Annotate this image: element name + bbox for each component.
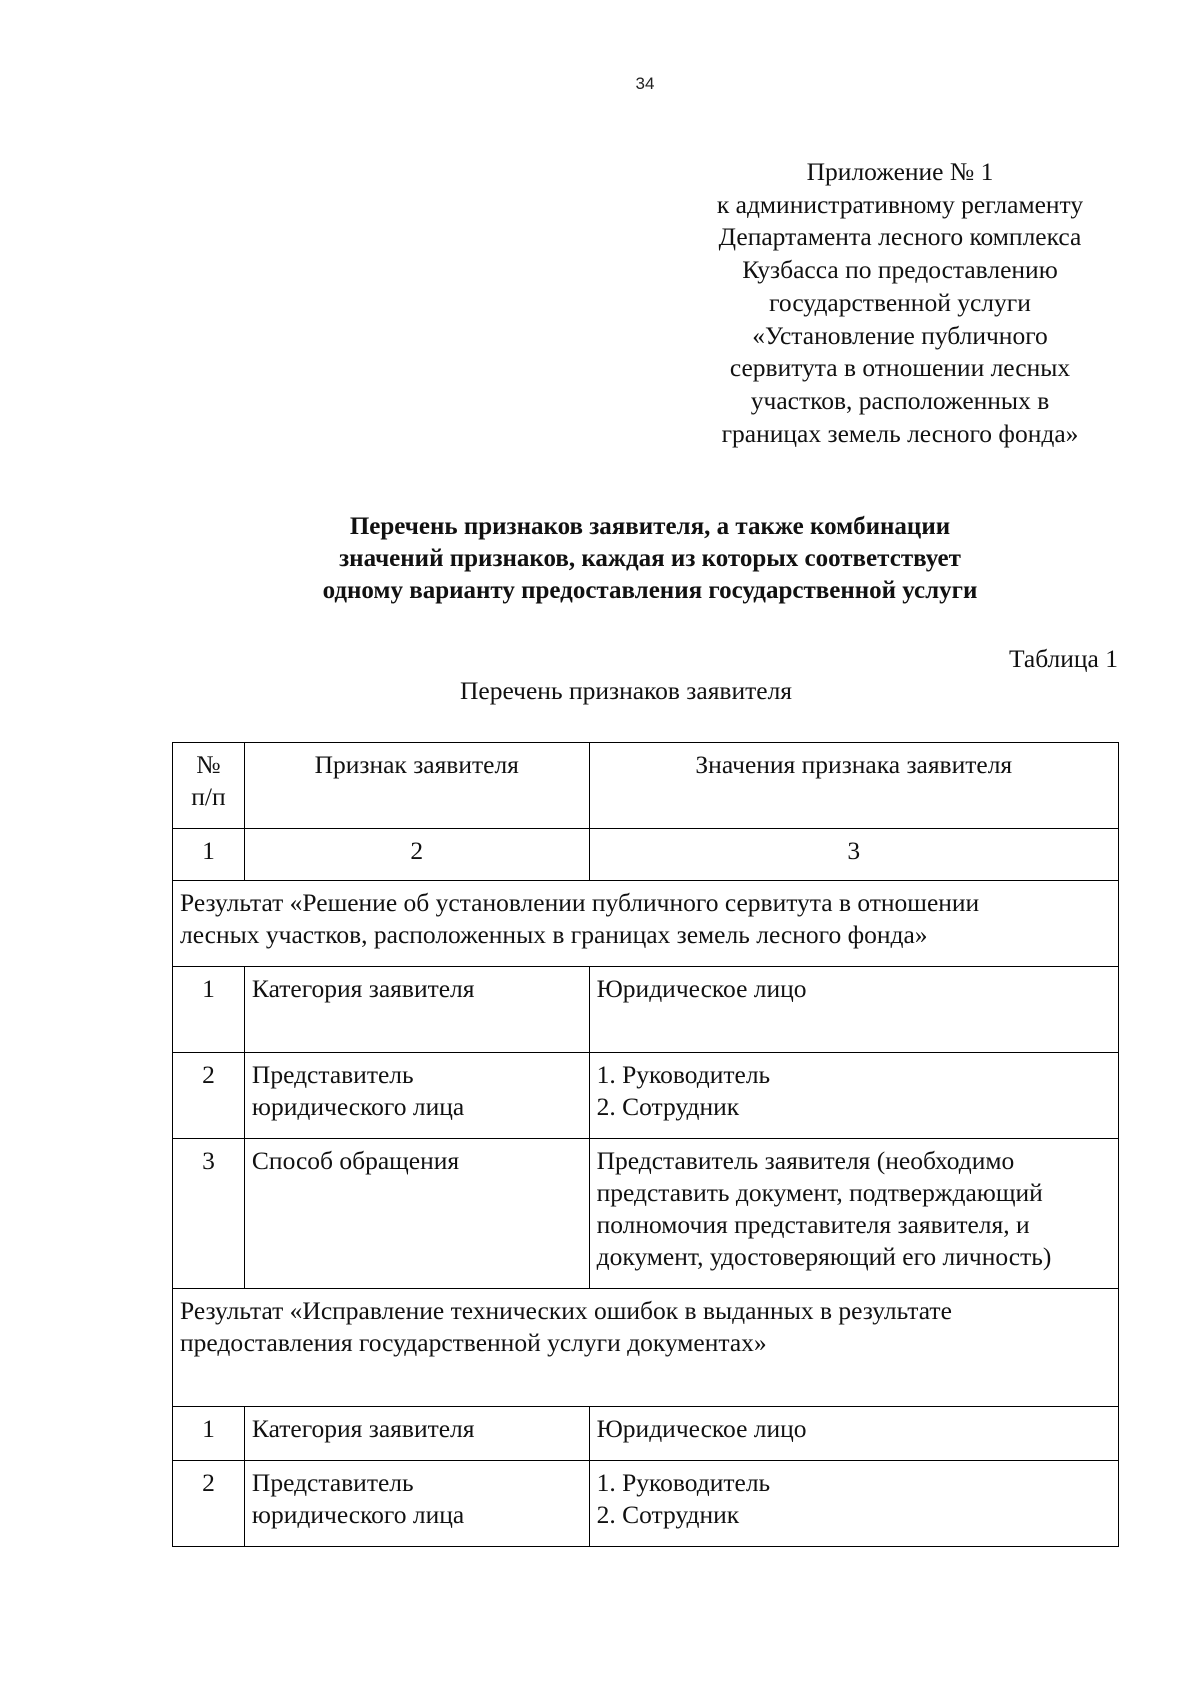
appendix-line: к административному регламенту xyxy=(716,189,1084,219)
row-num-cell: 1 xyxy=(173,1407,245,1461)
result-2-line: Результат «Исправление технических ошибок в выданных в результате xyxy=(180,1296,952,1325)
result-1-line: лесных участков, расположенных в границах земель лесного фонда» xyxy=(180,920,928,949)
value-line: 2. Сотрудник xyxy=(596,1500,740,1529)
page-number: 34 xyxy=(635,74,655,93)
header-values-cell: Значения признака заявителя xyxy=(589,743,1118,829)
feature-line: Категория заявителя xyxy=(251,1414,475,1443)
value-line: 1. Руководитель xyxy=(596,1060,771,1089)
row-values-cell xyxy=(589,1407,1118,1461)
row-values-cell xyxy=(589,1461,1118,1547)
feature-line: юридического лица xyxy=(251,1092,465,1121)
feature-line: Способ обращения xyxy=(251,1146,460,1175)
title-line: одному варианту предоставления государственной услуги xyxy=(322,577,978,604)
appendix-line: участков, расположенных в xyxy=(750,385,1050,415)
value-line: 2. Сотрудник xyxy=(596,1092,740,1121)
table-caption: Перечень признаков заявителя xyxy=(460,676,793,705)
header-feature-cell: Признак заявителя xyxy=(244,743,589,829)
row-num-cell: 2 xyxy=(173,1053,245,1139)
result-2-line: предоставления государственной услуги документах» xyxy=(180,1328,767,1357)
table-header-row xyxy=(173,743,1119,829)
applicant-features-table xyxy=(172,742,1119,1547)
title-line: значений признаков, каждая из которых соответствует xyxy=(339,545,961,572)
result-section-row xyxy=(173,1289,1119,1407)
row-values-cell xyxy=(589,1053,1118,1139)
header-num-abbr: п/п xyxy=(191,782,226,811)
header-num-symbol: № xyxy=(196,750,221,779)
feature-line: Представитель xyxy=(251,1468,414,1497)
document-title xyxy=(100,511,1200,607)
appendix-line: Департамента лесного комплекса xyxy=(718,222,1082,252)
row-feature-cell xyxy=(244,1139,589,1289)
title-line: Перечень признаков заявителя, а также комбинации xyxy=(349,513,951,540)
appendix-line: «Установление публичного xyxy=(752,320,1048,350)
table-row xyxy=(173,1407,1119,1461)
value-line: Представитель заявителя (необходимо xyxy=(596,1146,1015,1175)
result-1-cell xyxy=(173,881,1119,967)
appendix-line: государственной услуги xyxy=(769,287,1031,317)
table-number: Таблица 1 xyxy=(1008,644,1118,673)
column-numbers-row xyxy=(173,829,1119,881)
row-feature-cell xyxy=(244,1407,589,1461)
appendix-heading xyxy=(680,156,1120,450)
appendix-line: Кузбасса по предоставлению xyxy=(742,255,1058,285)
appendix-line: сервитута в отношении лесных xyxy=(729,353,1071,383)
row-num-cell: 2 xyxy=(173,1461,245,1547)
appendix-line: границах земель лесного фонда» xyxy=(721,418,1079,448)
table-row xyxy=(173,1139,1119,1289)
feature-line: юридического лица xyxy=(251,1500,465,1529)
value-line: документ, удостоверяющий его личность) xyxy=(596,1242,1052,1271)
table-row xyxy=(173,967,1119,1053)
row-values-cell xyxy=(589,1139,1118,1289)
row-num-cell: 3 xyxy=(173,1139,245,1289)
feature-line: Представитель xyxy=(251,1060,414,1089)
result-1-line: Результат «Решение об установлении публичного сервитута в отношении xyxy=(180,888,980,917)
column-number-cell: 2 xyxy=(244,829,589,881)
row-feature-cell xyxy=(244,1053,589,1139)
value-line: Юридическое лицо xyxy=(596,1414,807,1443)
appendix-line: Приложение № 1 xyxy=(806,157,994,186)
result-section-row xyxy=(173,881,1119,967)
value-line: представить документ, подтверждающий xyxy=(596,1178,1043,1207)
value-line: 1. Руководитель xyxy=(596,1468,771,1497)
value-line: полномочия представителя заявителя, и xyxy=(596,1210,1030,1239)
row-values-cell xyxy=(589,967,1118,1053)
feature-line: Категория заявителя xyxy=(251,974,475,1003)
column-number-cell: 1 xyxy=(173,829,245,881)
row-num-cell: 1 xyxy=(173,967,245,1053)
table-row xyxy=(173,1461,1119,1547)
row-feature-cell xyxy=(244,1461,589,1547)
row-feature-cell xyxy=(244,967,589,1053)
header-num-cell xyxy=(173,743,245,829)
value-line: Юридическое лицо xyxy=(596,974,807,1003)
result-2-cell xyxy=(173,1289,1119,1407)
table-row xyxy=(173,1053,1119,1139)
column-number-cell: 3 xyxy=(589,829,1118,881)
